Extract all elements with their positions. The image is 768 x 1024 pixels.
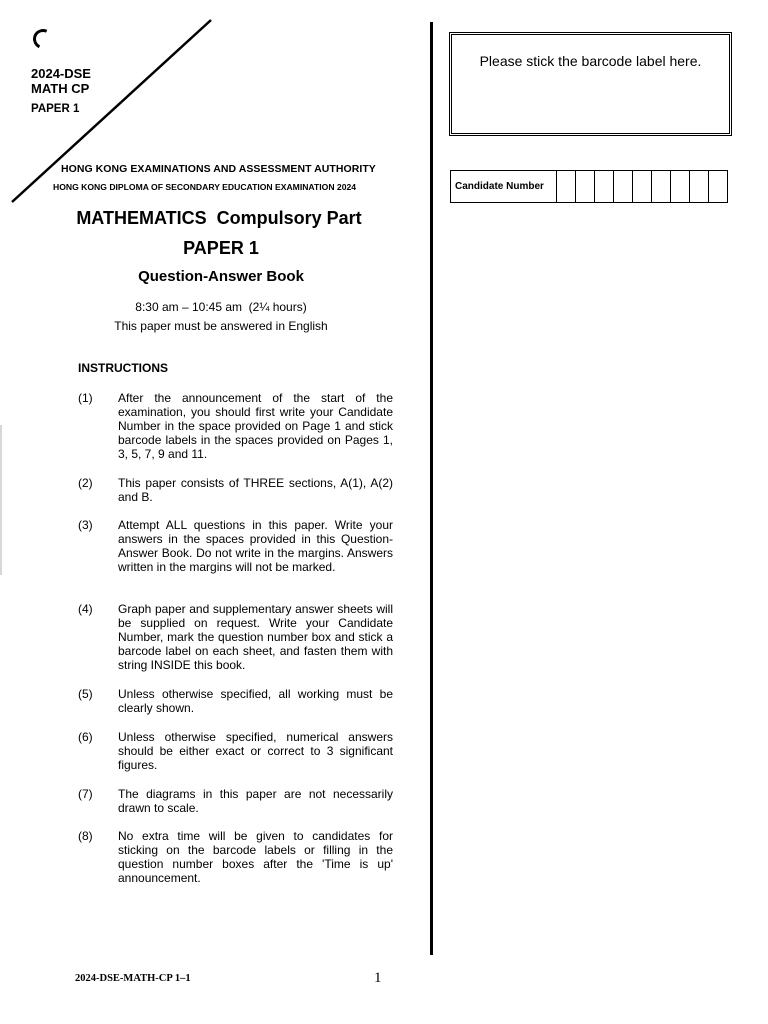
candidate-number-cell[interactable] [709, 171, 727, 202]
language-note: This paper must be answered in English [114, 319, 328, 333]
instructions-heading: INSTRUCTIONS [78, 361, 168, 375]
candidate-number-label: Candidate Number [451, 171, 557, 202]
instruction-text: After the announcement of the start of the examination, you should first write your Candidate Number in the space provided on Page 1 and stick barcode labels in the spaces provided on Pages 1, 3, 5, 7, 9 and 11. [118, 391, 393, 461]
candidate-number-cell[interactable] [595, 171, 614, 202]
candidate-number-cell[interactable] [671, 171, 690, 202]
candidate-number-cell[interactable] [557, 171, 576, 202]
instruction-text: No extra time will be given to candidates for sticking on the barcode labels or filling in the question number boxes after the 'Time is up' announcement. [118, 829, 393, 885]
instruction-text: Unless otherwise specified, numerical answers should be either exact or correct to 3 significant figures. [118, 730, 393, 772]
instruction-number: (1) [78, 391, 93, 405]
footer-page-code: 2024-DSE-MATH-CP 1–1 [75, 973, 191, 984]
instruction-number: (5) [78, 687, 93, 701]
candidate-number-cell[interactable] [614, 171, 633, 202]
exam-name: HONG KONG DIPLOMA OF SECONDARY EDUCATION EXAMINATION 2024 [53, 182, 357, 192]
instruction-number: (4) [78, 602, 93, 616]
candidate-number-cell[interactable] [690, 171, 709, 202]
instruction-number: (7) [78, 787, 93, 801]
scan-edge [0, 425, 2, 575]
instruction-text: Attempt ALL questions in this paper. Write your answers in the spaces provided in this Question-Answer Book. Do not write in the margins. Answers written in the margins will not be marked. [118, 518, 393, 574]
candidate-number-cell[interactable] [652, 171, 671, 202]
instruction-number: (8) [78, 829, 93, 843]
book-title: Question-Answer Book [138, 268, 304, 285]
instruction-text: Unless otherwise specified, all working must be clearly shown. [118, 687, 393, 715]
exam-time: 8:30 am – 10:45 am (2¼ hours) [135, 300, 307, 314]
subject-title: MATHEMATICS Compulsory Part [76, 208, 362, 228]
instruction-number: (3) [78, 518, 93, 532]
barcode-label-text: Please stick the barcode label here. [479, 53, 702, 69]
instruction-number: (6) [78, 730, 93, 744]
paper-code: PAPER 1 [31, 103, 80, 115]
candidate-number-cell[interactable] [576, 171, 595, 202]
barcode-label-area[interactable] [449, 32, 732, 136]
exam-code-line2: MATH CP [31, 81, 90, 96]
page-number: 1 [374, 970, 382, 986]
exam-code-line1: 2024-DSE [31, 66, 91, 81]
paper-title: PAPER 1 [183, 238, 259, 258]
column-divider [430, 22, 433, 955]
instruction-text: The diagrams in this paper are not necessarily drawn to scale. [118, 787, 393, 815]
candidate-number-cell[interactable] [633, 171, 652, 202]
instruction-text: This paper consists of THREE sections, A(1), A(2) and B. [118, 476, 393, 504]
candidate-number-box [450, 170, 728, 203]
authority-name: HONG KONG EXAMINATIONS AND ASSESSMENT AUTHORITY [61, 163, 376, 175]
instruction-text: Graph paper and supplementary answer sheets will be supplied on request. Write your Candidate Number, mark the question number box and stick a barcode label on each sheet, and fasten them with string INSIDE this book. [118, 602, 393, 672]
instruction-number: (2) [78, 476, 93, 490]
